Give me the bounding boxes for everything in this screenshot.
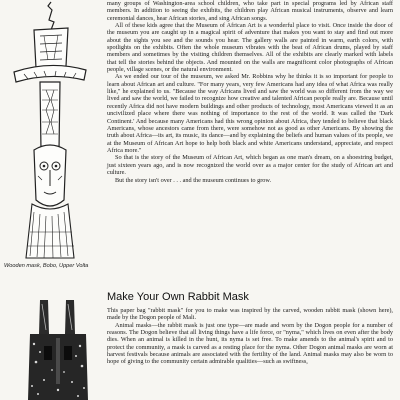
article-paragraph: This paper bag "rabbit mask" for you to make was inspired by the carved, wooden rabbit mask (shown here), made by the Dogon people of Mali.: [107, 307, 393, 322]
article-paragraph: So that is the story of the Museum of African Art, which began as one man's dream, on a shoestring budget, just sixteen years ago, and is now recognized the world over as a major center for the study of African art and culture.: [107, 154, 393, 176]
article-paragraph: Animal masks—the rabbit mask is just one type—are made and worn by the Dogon people for a number of reasons. The Dogon believe that all living things have a life force, or "nyma," which lives on even after the body dies. When an animal is killed in the hunt, its nyma is set free. To make amends to the animal's spirit and to protect the community, a mask is carved as a resting place for the nyma. Other Dogon animal masks are worn at harvest festivals because animals are associated with the fertility of the land. Animal masks may also be worn to hope of giving to the community certain admirable qualities—such as swiftness,: [107, 321, 393, 366]
rabbit-mask-photo: [18, 300, 98, 400]
section-heading: Make Your Own Rabbit Mask: [107, 291, 249, 303]
article-paragraph: As we ended our tour of the museum, we asked Mr. Robbins why he thinks it is so important for people to learn about African art and culture. "For many years, very few Americans had any idea of what Africa was really like," he explained to us. "Because the way Africans lived and saw the world was so different from the way we lived and saw the world, we failed to recognize how creative and talented African people really are. Because until recently Africa did not have modern buildings and other products of technology, most Americans viewed it as an uncivilized place where there was nothing of importance to the rest of the world. It was called the 'Dark Continent.' And because many Americans had this wrong opinion about Africa, they tended to believe that black Americans, whose ancestors came from there, were somehow not as good as other Americans. By showing the truth about Africa—its art, its music, its dance—and by explaining the beliefs and human values of its people, we at the Museum of African Art hope to help both black and white Americans understand, appreciate, and respect Africa more.": [107, 73, 393, 154]
wooden-mask-illustration: [4, 0, 96, 262]
article-paragraph: All of these kids agree that the Museum of African Art is a wonderful place to visit. Once inside the door of the museum you are caught up in a magical spirit of adventure that makes you want to stay and find out more about the sights you see and the sounds you hear. The gallery walls are painted in warm, earth colors, with spotlights on the exhibits. Often the whole museum vibrates with the beat of African drums, played by staff members and sometimes by the visiting children themselves. All of the exhibits are clearly marked with labels that tell the stories behind the objects. And mounted on the walls are magnificent color photographs of African people, village scenes, or the natural environment.: [107, 22, 393, 74]
rabbit-mask-article: [107, 307, 393, 366]
museum-article: [107, 0, 393, 185]
article-closing-line: But the story isn't over . . . and the museum continues to grow.: [115, 177, 272, 185]
article-paragraph: many groups of Washington-area school children, who take part in special programs led by African staff members. In addition to seeing the exhibits, the children play African musical instruments, observe and learn ceremonial dances, hear African stories, and sing African songs.: [107, 0, 393, 22]
wooden-mask-caption: Wooden mask, Bobo, Upper Volta: [4, 263, 89, 269]
